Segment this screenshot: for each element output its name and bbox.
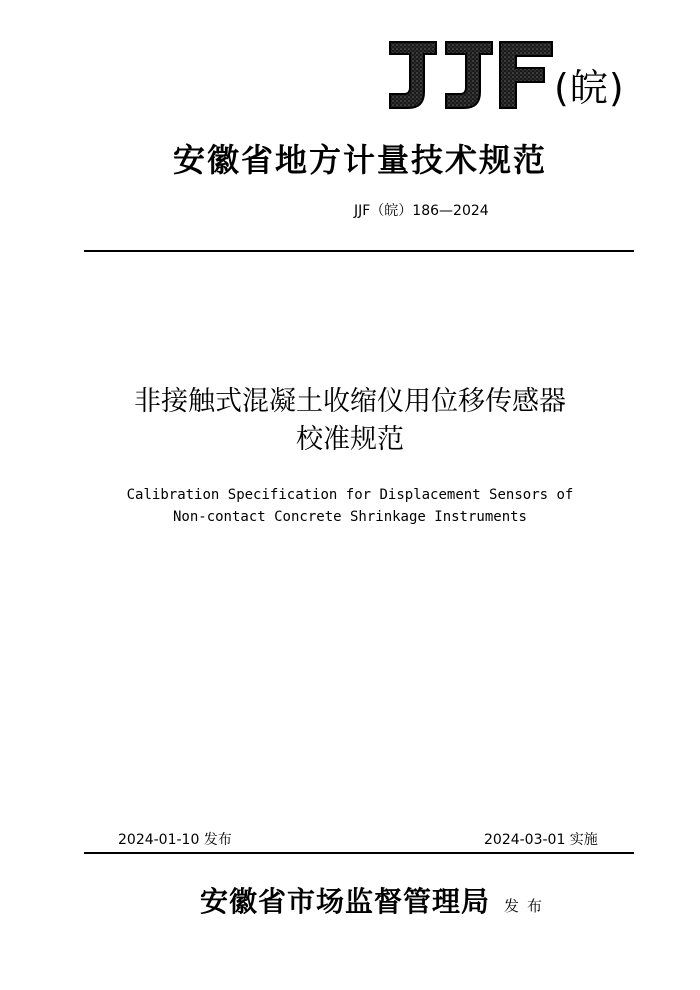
chinese-title-line-1: 非接触式混凝土收缩仪用位移传感器 — [134, 386, 566, 417]
organization-title: 安徽省地方计量技术规范 — [172, 141, 547, 179]
issue-date: 2024-01-10 发布 — [118, 832, 232, 848]
chinese-title — [0, 383, 700, 459]
english-title-line-1: Calibration Specification for Displacement Sensors of — [126, 487, 574, 503]
issuer-suffix: 发布 — [504, 897, 551, 915]
jjf-logo-mark — [384, 40, 556, 112]
issuer — [200, 880, 550, 920]
issuer-name: 安徽省市场监督管理局 — [200, 885, 491, 918]
document-number: JJF（皖）186—2024 — [354, 203, 489, 219]
english-title — [0, 484, 700, 528]
chinese-title-line-2: 校准规范 — [296, 424, 404, 455]
logo-region-text: (皖) — [554, 66, 625, 110]
bottom-divider — [84, 852, 634, 854]
top-divider — [84, 250, 634, 252]
implementation-date: 2024-03-01 实施 — [484, 832, 598, 848]
jjf-logo — [384, 40, 634, 112]
english-title-line-2: Non-contact Concrete Shrinkage Instruments — [172, 509, 527, 525]
